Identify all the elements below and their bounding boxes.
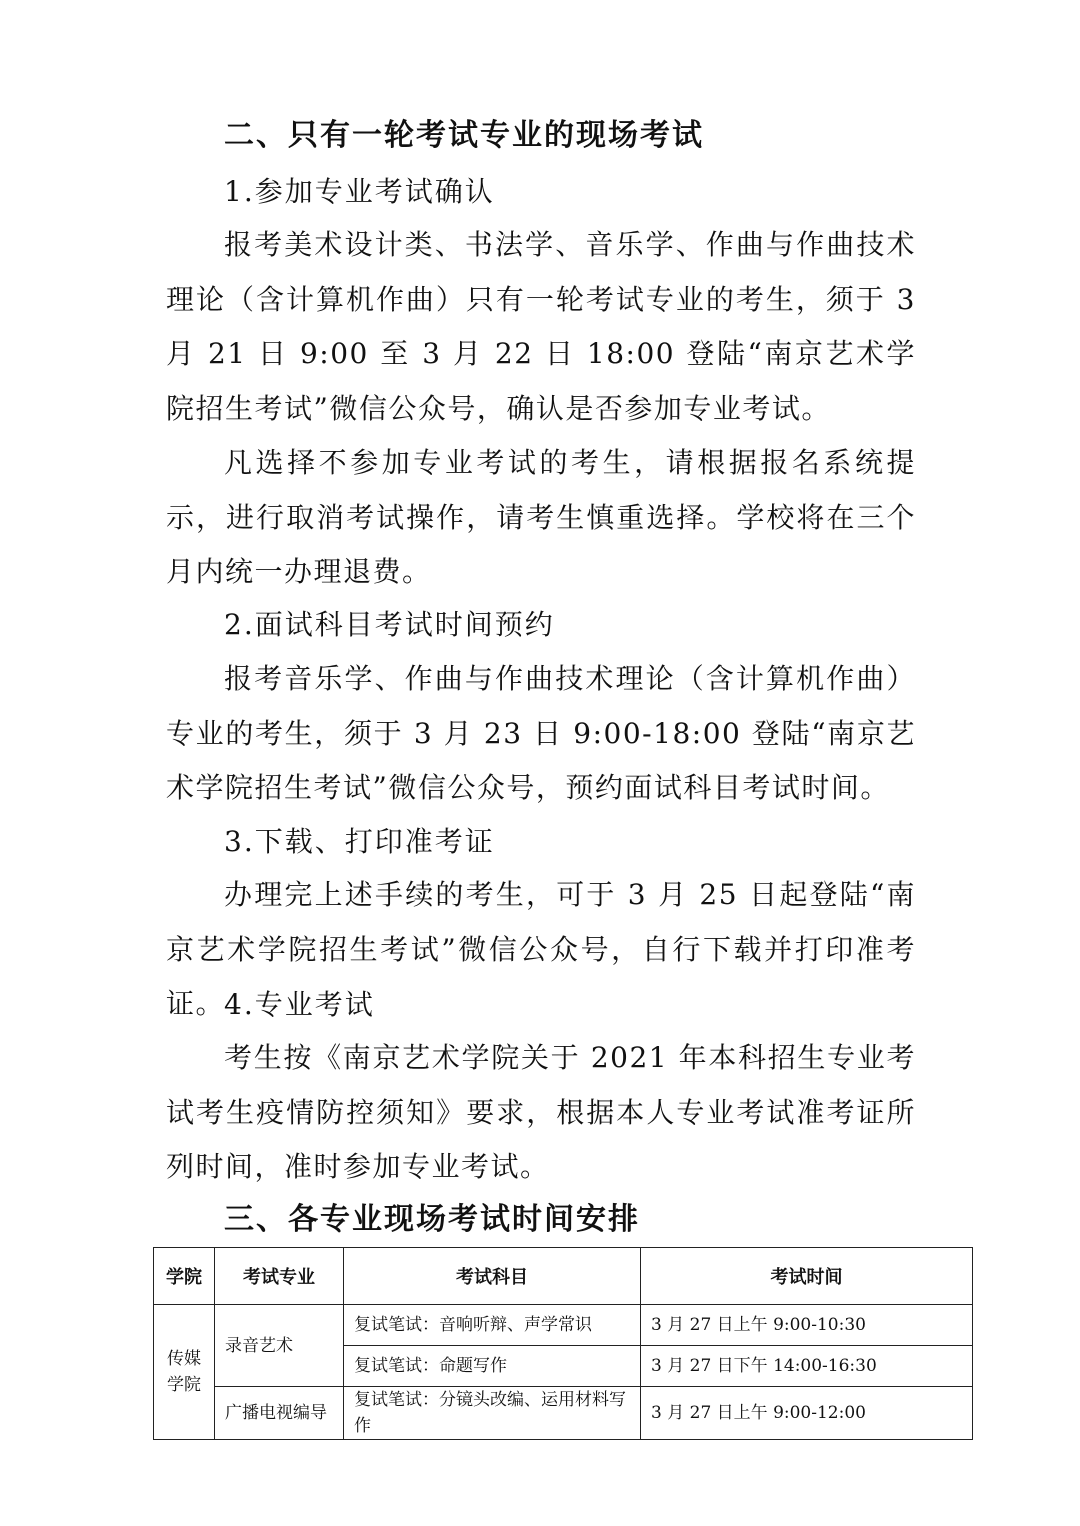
subject-cell: 复试笔试：分镜头改编、运用材料写作 bbox=[344, 1387, 641, 1440]
item-1-paragraph-2: 凡选择不参加专业考试的考生，请根据报名系统提示，进行取消考试操作，请考生慎重选择。学校将在三个月内统一办理退费。 bbox=[166, 446, 916, 588]
section-3-title: 三、各专业现场考试时间安排 bbox=[224, 1202, 640, 1237]
table-row bbox=[154, 1387, 973, 1440]
item-4-heading: 4.专业考试 bbox=[224, 988, 375, 1021]
item-1-heading: 1.参加专业考试确认 bbox=[224, 175, 495, 208]
time-cell: 3 月 27 日上午 9:00-10:30 bbox=[641, 1305, 973, 1346]
subject-cell: 复试笔试：音响听辩、声学常识 bbox=[344, 1305, 641, 1346]
header-major: 考试专业 bbox=[215, 1248, 344, 1305]
major-cell: 录音艺术 bbox=[215, 1305, 344, 1387]
header-subject: 考试科目 bbox=[344, 1248, 641, 1305]
subject-cell: 复试笔试：命题写作 bbox=[344, 1346, 641, 1387]
section-2-title: 二、只有一轮考试专业的现场考试 bbox=[224, 118, 704, 153]
table-row bbox=[154, 1305, 973, 1346]
table-header-row bbox=[154, 1248, 973, 1305]
item-2-heading: 2.面试科目考试时间预约 bbox=[224, 608, 555, 641]
time-cell: 3 月 27 日下午 14:00-16:30 bbox=[641, 1346, 973, 1387]
header-college: 学院 bbox=[154, 1248, 215, 1305]
item-4-paragraph-1: 考生按《南京艺术学院关于 2021 年本科招生专业考试考生疫情防控须知》要求，根据本人专业考试准考证所列时间，准时参加专业考试。 bbox=[166, 1041, 916, 1183]
college-cell: 传媒学院 bbox=[154, 1305, 215, 1440]
item-3-heading: 3.下载、打印准考证 bbox=[224, 825, 495, 858]
item-1-paragraph-1: 报考美术设计类、书法学、音乐学、作曲与作曲技术理论（含计算机作曲）只有一轮考试专业的考生，须于 3 月 21 日 9:00 至 3 月 22 日 18:00 登陆“南京艺术学院招生考试”微信公众号，确认是否参加专业考试。 bbox=[166, 228, 916, 425]
item-3-paragraph-1: 办理完上述手续的考生，可于 3 月 25 日起登陆“南京艺术学院招生考试”微信公众号，自行下载并打印准考证。 bbox=[166, 878, 916, 1020]
exam-schedule-table bbox=[153, 1247, 973, 1440]
item-2-paragraph-1: 报考音乐学、作曲与作曲技术理论（含计算机作曲）专业的考生，须于 3 月 23 日 9:00-18:00 登陆“南京艺术学院招生考试”微信公众号，预约面试科目考试时间。 bbox=[166, 662, 916, 804]
time-cell: 3 月 27 日上午 9:00-12:00 bbox=[641, 1387, 973, 1440]
header-time: 考试时间 bbox=[641, 1248, 973, 1305]
major-cell: 广播电视编导 bbox=[215, 1387, 344, 1440]
